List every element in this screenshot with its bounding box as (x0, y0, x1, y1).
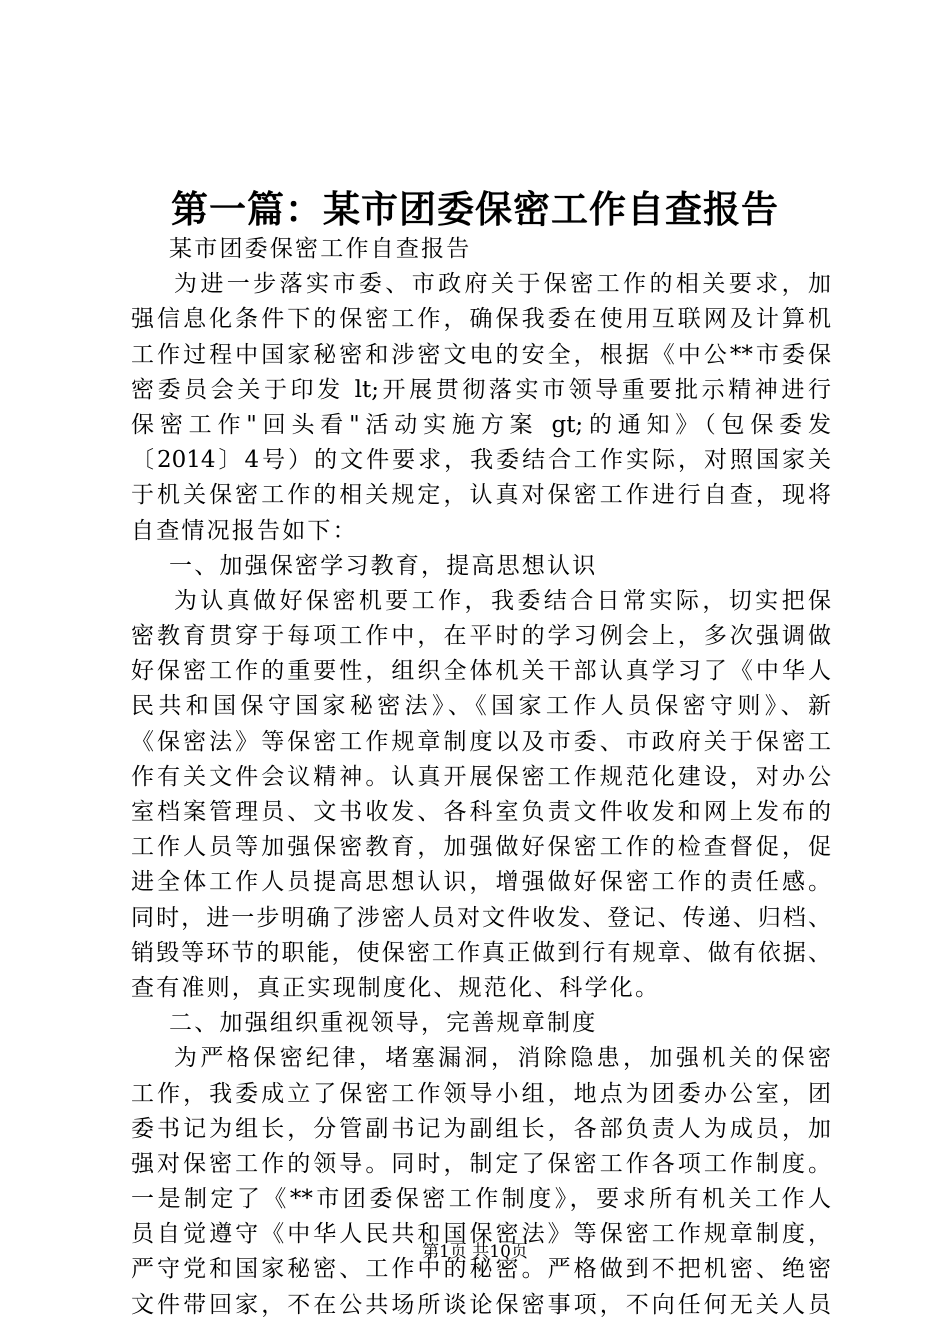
body-line: 文件带回家，不在公共场所谈论保密事项，不向任何无关人员 (131, 1291, 831, 1318)
body-line: 室档案管理员、文书收发、各科室负责文件收发和网上发布的 (131, 799, 831, 825)
body-line: 销毁等环节的职能，使保密工作真正做到行有规章、做有依据、 (131, 939, 831, 966)
body-line: 工作过程中国家秘密和涉密文电的安全，根据《中公**市委保 (131, 341, 831, 368)
body-line: 于机关保密工作的相关规定，认真对保密工作进行自查，现将 (131, 482, 831, 509)
body-line: 密教育贯穿于每项工作中，在平时的学习例会上，多次强调做 (131, 623, 831, 650)
body-line: 民共和国保守国家秘密法》、《国家工作人员保密守则》、新 (131, 693, 831, 720)
body-line: 密委员会关于印发 lt;开展贯彻落实市领导重要批示精神进行 (131, 376, 831, 403)
body-line: 为认真做好保密机要工作，我委结合日常实际，切实把保 (131, 587, 831, 614)
body-line: 自查情况报告如下： (131, 517, 358, 544)
body-line: 同时，进一步明确了涉密人员对文件收发、登记、传递、归档、 (131, 904, 831, 931)
body-line: 工作人员等加强保密教育，加强做好保密工作的检查督促，促 (131, 834, 831, 861)
body-line: 进全体工作人员提高思想认识，增强做好保密工作的责任感。 (131, 869, 831, 896)
document-title: 第一篇：某市团委保密工作自查报告 (171, 187, 779, 231)
page-footer: 第1页 共10页 (422, 1242, 528, 1262)
body-line: 《保密法》等保密工作规章制度以及市委、市政府关于保密工 (131, 728, 831, 755)
body-line: 一是制定了《**市团委保密工作制度》，要求所有机关工作人 (131, 1186, 831, 1213)
body-line: 一、加强保密学习教育，提高思想认识 (131, 552, 598, 579)
body-line: 强对保密工作的领导。同时，制定了保密工作各项工作制度。 (131, 1150, 831, 1177)
body-line: 强信息化条件下的保密工作，确保我委在使用互联网及计算机 (131, 306, 831, 333)
document-body (131, 232, 831, 1323)
body-line: 二、加强组织重视领导，完善规章制度 (131, 1010, 598, 1037)
body-line: 作有关文件会议精神。认真开展保密工作规范化建设，对办公 (131, 763, 831, 790)
body-line: 严守党和国家秘密、工作中的秘密。严格做到不把机密、绝密 (131, 1256, 831, 1283)
body-line: 为严格保密纪律，堵塞漏洞，消除隐患，加强机关的保密 (131, 1045, 831, 1072)
body-line: 工作，我委成立了保密工作领导小组，地点为团委办公室，团 (131, 1080, 831, 1107)
body-line: 保密工作"回头看"活动实施方案 gt;的通知》（包保委发 (131, 411, 831, 438)
body-line: 〔2014〕4号）的文件要求，我委结合工作实际，对照国家关 (131, 447, 831, 474)
body-line: 为进一步落实市委、市政府关于保密工作的相关要求，加 (131, 271, 831, 298)
body-line: 好保密工作的重要性，组织全体机关干部认真学习了《中华人 (131, 658, 831, 685)
body-line: 查有准则，真正实现制度化、规范化、科学化。 (131, 974, 661, 1001)
body-line: 员自觉遵守《中华人民共和国保密法》等保密工作规章制度， (131, 1221, 831, 1248)
body-line: 委书记为组长，分管副书记为副组长，各部负责人为成员，加 (131, 1115, 831, 1142)
body-line: 某市团委保密工作自查报告 (131, 236, 472, 262)
